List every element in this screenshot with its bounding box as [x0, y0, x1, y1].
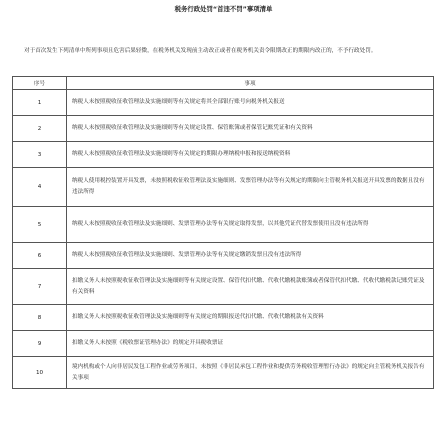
row-text: 扣缴义务人未按照《税收票证管理办法》的规定开具税收票证 [67, 331, 434, 357]
row-text: 纳税人未按照税收征收管理法及实施细则等有关规定设置、保管账簿或者保管记账凭证和有关资料 [67, 116, 434, 142]
table-row [13, 207, 434, 243]
row-number: 8 [13, 305, 67, 331]
intro-paragraph: 对于首次发生下列清单中所列事项且危害后果轻微，在税务机关发现前主动改正或者在税务机关责令限期改正的期限内改正的，不予行政处罚。 [24, 48, 377, 54]
header-item: 事项 [67, 77, 434, 90]
table-row [13, 168, 434, 207]
row-text: 扣缴义务人未按照税收征收管理法及实施细则等有关规定的期限报送代扣代缴、代收代缴税款有关资料 [67, 305, 434, 331]
row-number: 4 [13, 168, 67, 207]
page-title: 税务行政处罚“首违不罚”事项清单 [174, 5, 273, 13]
row-number: 10 [13, 357, 67, 389]
row-text: 纳税人使用税控装置开具发票，未按照税收征收管理法及实施细则、发票管理办法等有关规定的期限向主管税务机关报送开具发票的数据且没有违法所得 [67, 168, 434, 207]
table-row [13, 305, 434, 331]
row-text: 纳税人未按照税收征收管理法及实施细则、发票管理办法等有关规定取得发票，以其他凭证代替发票使用且没有违法所得 [67, 207, 434, 243]
table-row [13, 243, 434, 269]
header-number: 序号 [13, 77, 67, 90]
table-header-row [13, 77, 434, 90]
row-number: 6 [13, 243, 67, 269]
row-number: 7 [13, 269, 67, 305]
row-text: 扣缴义务人未按照税收征收管理法及实施细则等有关规定设置、保管代扣代缴、代收代缴税款账簿或者保管代扣代缴、代收代缴税款记账凭证及有关资料 [67, 269, 434, 305]
row-number: 5 [13, 207, 67, 243]
row-text: 纳税人未按照税收征收管理法及实施细则、发票管理办法等有关规定缴销发票且没有违法所得 [67, 243, 434, 269]
row-number: 1 [13, 90, 67, 116]
items-table [12, 76, 434, 389]
row-number: 9 [13, 331, 67, 357]
table-row [13, 90, 434, 116]
table-row [13, 357, 434, 389]
table-row [13, 116, 434, 142]
table-row [13, 269, 434, 305]
row-number: 2 [13, 116, 67, 142]
row-text: 纳税人未按照税收征收管理法及实施细则等有关规定将其全部银行账号向税务机关报送 [67, 90, 434, 116]
table-row [13, 331, 434, 357]
row-text: 纳税人未按照税收征收管理法及实施细则等有关规定的期限办理纳税申报和报送纳税资料 [67, 142, 434, 168]
table-row [13, 142, 434, 168]
row-text: 境内机构或个人向非居民发包工程作业或劳务项目，未按照《非居民承包工程作业和提供劳务税收管理暂行办法》的规定向主管税务机关报告有关事项 [67, 357, 434, 389]
row-number: 3 [13, 142, 67, 168]
